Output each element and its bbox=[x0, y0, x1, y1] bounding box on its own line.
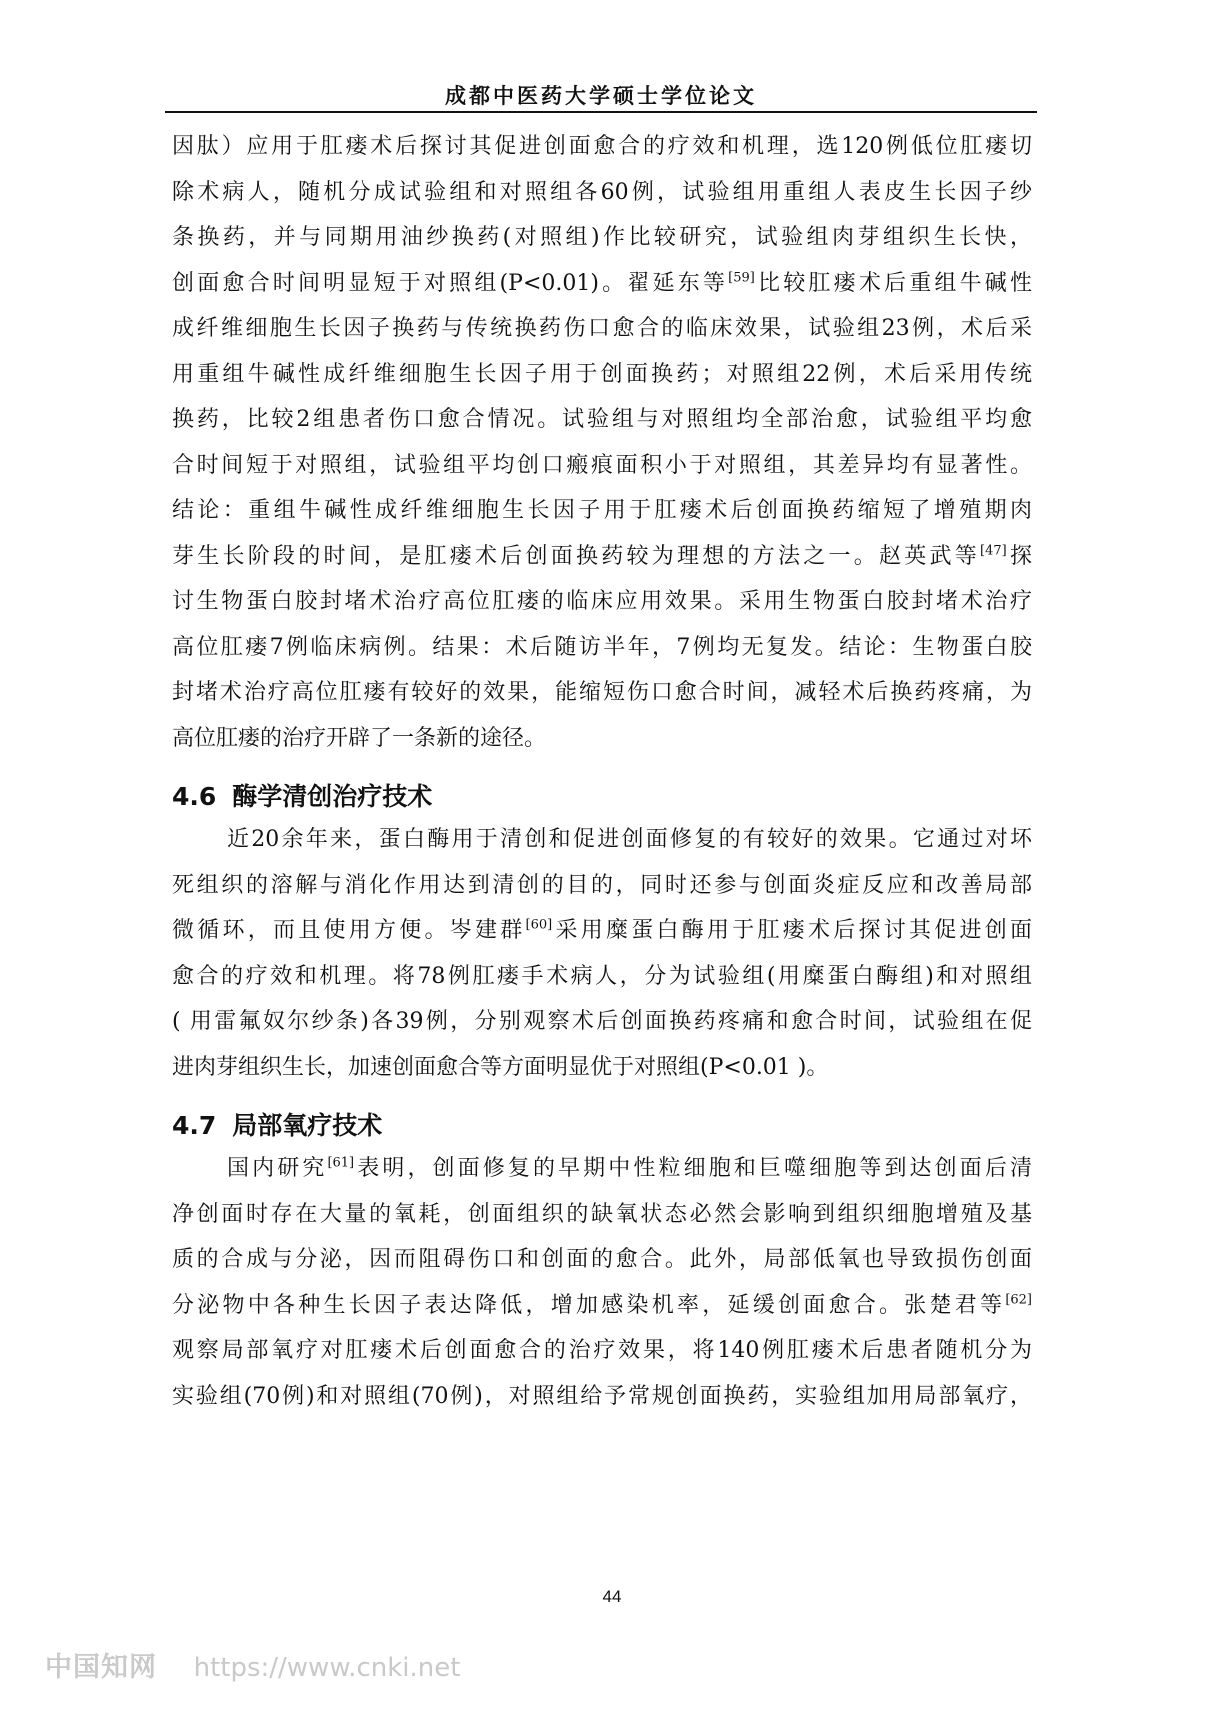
citation-ref: [62] bbox=[1005, 1292, 1032, 1308]
text-run: 分泌物中各种生长因子表达降低，增加感染机率，延缓创面愈合。张楚君等 bbox=[172, 1292, 1006, 1318]
section-number: 4.6 bbox=[172, 782, 217, 811]
text-line: 愈合的疗效和机理。将78例肛瘘手术病人，分为试验组(用糜蛋白酶组)和对照组 bbox=[172, 963, 1032, 989]
text-run: 探 bbox=[1006, 543, 1032, 569]
text-line: 因肽）应用于肛瘘术后探讨其促进创面愈合的疗效和机理，选120例低位肛瘘切 bbox=[172, 134, 1032, 159]
cnki-logo: 中国知网 bbox=[45, 1652, 157, 1683]
text-line bbox=[172, 267, 1032, 301]
text-line: 条换药，并与同期用油纱换药(对照组)作比较研究，试验组肉芽组织生长快， bbox=[172, 225, 1032, 250]
text-run: 微循环，而且使用方便。岑建群 bbox=[172, 918, 526, 943]
citation-ref: [60] bbox=[525, 917, 553, 933]
text-line: 用重组牛碱性成纤维细胞生长因子用于创面换药；对照组22例，术后采用传统 bbox=[172, 361, 1032, 387]
section-heading bbox=[172, 1106, 1032, 1146]
section-title: 局部氧疗技术 bbox=[232, 1111, 383, 1140]
section-heading bbox=[172, 777, 1032, 817]
text-line: 高位肛瘘7例临床病例。结果：术后随访半年，7例均无复发。结论：生物蛋白胶 bbox=[172, 634, 1032, 660]
text-line bbox=[172, 540, 1032, 574]
section-number: 4.7 bbox=[172, 1111, 217, 1140]
text-line: 近20余年来，蛋白酶用于清创和促进创面修复的有较好的效果。它通过对坏 bbox=[227, 827, 1032, 852]
text-line: 换药，比较2组患者伤口愈合情况。试验组与对照组均全部治愈，试验组平均愈 bbox=[172, 407, 1032, 432]
citation-ref: [59] bbox=[728, 270, 755, 286]
text-line: 封堵术治疗高位肛瘘有较好的效果，能缩短伤口愈合时间，减轻术后换药疼痛，为 bbox=[172, 680, 1032, 705]
citation-ref: [61] bbox=[327, 1155, 355, 1171]
text-line: 净创面时存在大量的氧耗，创面组织的缺氧状态必然会影响到组织细胞增殖及基 bbox=[172, 1201, 1032, 1227]
text-line: 结论：重组牛碱性成纤维细胞生长因子用于肛瘘术后创面换药缩短了增殖期肉 bbox=[172, 498, 1032, 523]
citation-ref: [47] bbox=[980, 543, 1007, 559]
text-run: 表明，创面修复的早期中性粒细胞和巨噬细胞等到达创面后清 bbox=[354, 1156, 1032, 1181]
text-line bbox=[172, 1152, 1032, 1186]
text-line: 讨生物蛋白胶封堵术治疗高位肛瘘的临床应用效果。采用生物蛋白胶封堵术治疗 bbox=[172, 589, 1032, 614]
text-line: 质的合成与分泌，因而阻碍伤口和创面的愈合。此外，局部低氧也导致损伤创面 bbox=[172, 1247, 1032, 1272]
text-run: 国内研究 bbox=[227, 1156, 328, 1181]
text-line bbox=[172, 914, 1032, 948]
cnki-url[interactable]: https://www.cnki.net bbox=[193, 1653, 461, 1683]
text-run: 比较肛瘘术后重组牛碱性 bbox=[754, 270, 1032, 296]
text-line: 高位肛瘘的治疗开辟了一条新的途径。 bbox=[172, 725, 547, 751]
text-run: 创面愈合时间明显短于对照组(P<0.01)。翟延东等 bbox=[172, 270, 729, 296]
text-line: 合时间短于对照组，试验组平均创口瘢痕面积小于对照组，其差异均有显著性。 bbox=[172, 452, 1032, 478]
text-line: ( 用雷氟奴尔纱条)各39例，分别观察术后创面换药疼痛和愈合时间，试验组在促 bbox=[172, 1009, 1032, 1034]
cnki-watermark bbox=[45, 1648, 460, 1688]
text-line: 观察局部氧疗对肛瘘术后创面愈合的治疗效果，将140例肛瘘术后患者随机分为 bbox=[172, 1338, 1032, 1363]
text-line: 除术病人，随机分成试验组和对照组各60例，试验组用重组人表皮生长因子纱 bbox=[172, 179, 1032, 205]
header-rule bbox=[165, 111, 1037, 113]
running-header: 成都中医药大学硕士学位论文 bbox=[445, 83, 757, 108]
text-line: 成纤维细胞生长因子换药与传统换药伤口愈合的临床效果，试验组23例，术后采 bbox=[172, 316, 1032, 341]
section-title: 酶学清创治疗技术 bbox=[232, 782, 433, 811]
text-line bbox=[172, 1289, 1032, 1323]
text-run: 芽生长阶段的时间，是肛瘘术后创面换药较为理想的方法之一。赵英武等 bbox=[172, 543, 981, 569]
text-line: 进肉芽组织生长，加速创面愈合等方面明显优于对照组(P<0.01 )。 bbox=[172, 1054, 829, 1080]
text-line: 死组织的溶解与消化作用达到清创的目的，同时还参与创面炎症反应和改善局部 bbox=[172, 872, 1032, 898]
text-run: 采用糜蛋白酶用于肛瘘术后探讨其促进创面 bbox=[552, 918, 1032, 943]
page-number: 44 bbox=[602, 1587, 622, 1606]
text-line: 实验组(70例)和对照组(70例)，对照组给予常规创面换药，实验组加用局部氧疗， bbox=[172, 1383, 1032, 1409]
